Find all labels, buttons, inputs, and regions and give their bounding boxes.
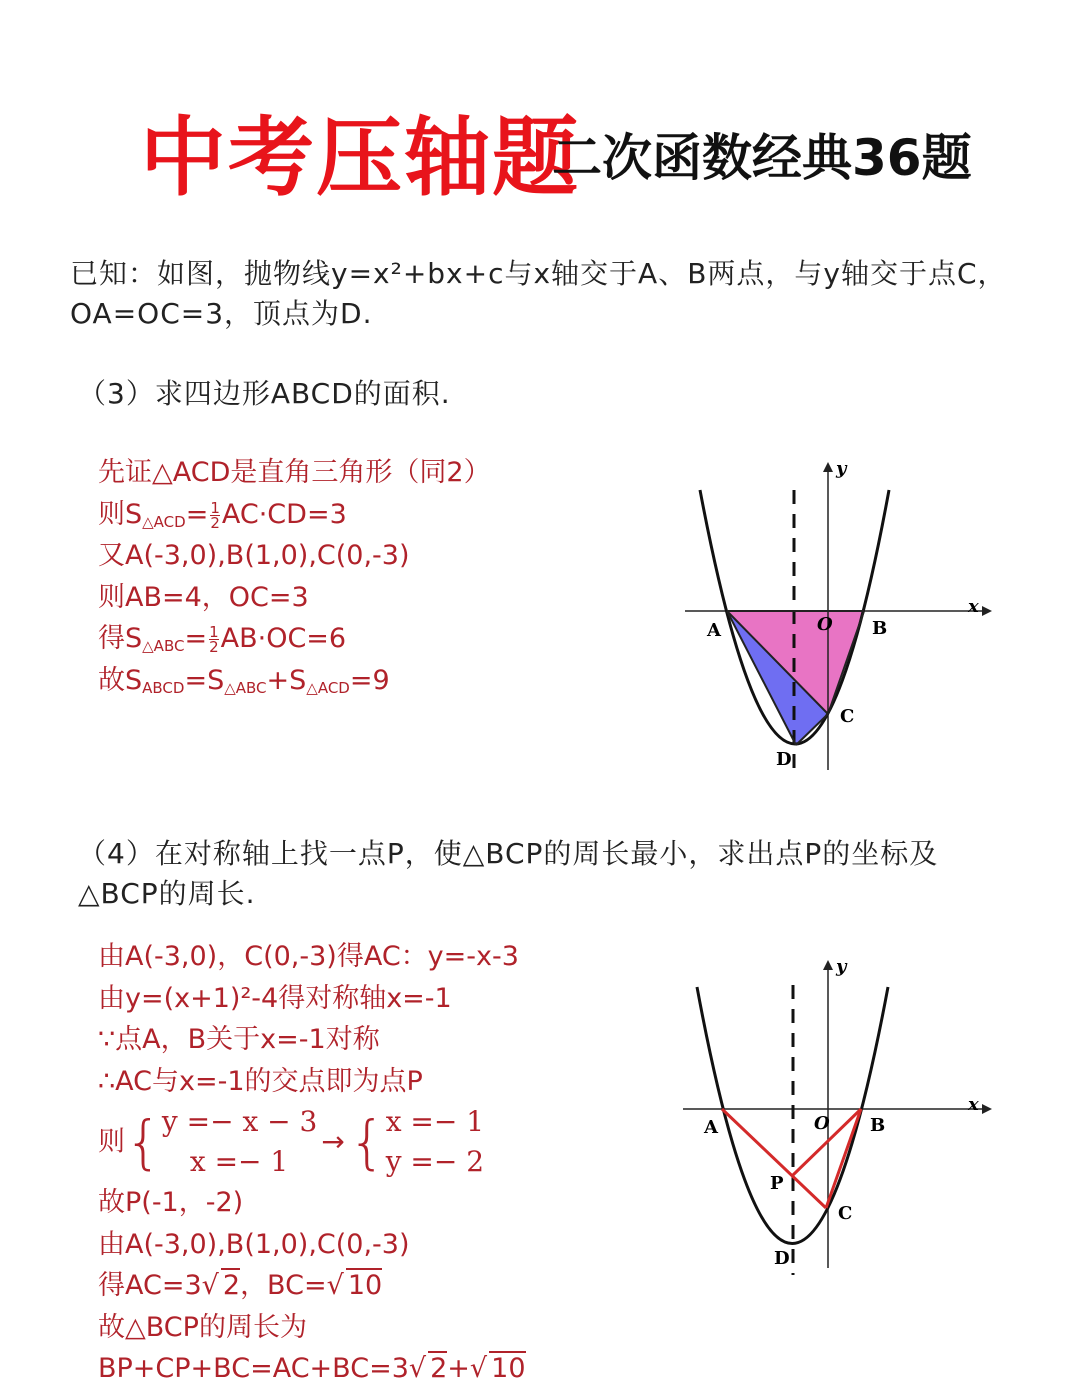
q4-sol-line: 故P(-1，-2) (98, 1187, 244, 1218)
radical-sign: √ (469, 1353, 488, 1384)
radical-sign: √ (326, 1270, 344, 1301)
text: BP+CP+BC=AC+BC=3 (98, 1353, 409, 1384)
q4-sol-line (98, 1265, 526, 1307)
q4-sol-line: 由A(-3,0)，C(0,-3)得AC：y=-x-3 (98, 941, 519, 972)
text: AC·CD=3 (221, 498, 347, 530)
q3-sol-line: 则AB=4，OC=3 (98, 581, 309, 613)
text: + (447, 1353, 470, 1384)
label-p: P (770, 1173, 784, 1194)
label-b: B (870, 1115, 886, 1136)
label-a: A (704, 1117, 718, 1138)
radicand: 10 (347, 1270, 383, 1301)
label-y: y (836, 458, 847, 479)
equation: y =− 2 (385, 1145, 485, 1178)
equation: x =− 1 (385, 1105, 485, 1138)
subscript: ABCD (142, 678, 185, 697)
q4-sol-line: ∵点A，B关于x=-1对称 (98, 1024, 380, 1055)
q3-sol-line: 先证△ACD是直角三角形（同2） (98, 457, 491, 488)
problem-line-2: OA=OC=3，顶点为D. (70, 297, 373, 330)
label-x: x (968, 596, 979, 617)
text: 则 (98, 1126, 125, 1158)
text: =S (184, 664, 225, 696)
brace: { (348, 1108, 386, 1176)
y-axis-arrow (823, 462, 833, 472)
equation-system-2 (386, 1102, 484, 1182)
text: 则S (98, 498, 143, 530)
subscript: △ACD (142, 512, 186, 531)
denominator: 2 (210, 513, 220, 532)
page-title: 中考压轴题 (140, 108, 580, 208)
label-c: C (840, 706, 855, 727)
radical-sign: √ (408, 1353, 427, 1384)
fraction (210, 498, 220, 532)
q3-solution (98, 452, 491, 701)
text: 得AC=3 (98, 1270, 202, 1301)
q4-sol-line (98, 1102, 526, 1182)
page-subtitle: 二次函数经典36题 (552, 129, 972, 187)
text: ，BC= (240, 1270, 327, 1301)
equation: x =− 1 (189, 1145, 289, 1178)
q4-parabola-graph (670, 950, 1000, 1280)
question-3: （3）求四边形ABCD的面积. (78, 377, 451, 410)
numerator: 1 (210, 498, 220, 517)
arrow: → (321, 1125, 345, 1159)
q4-sol-line: 由y=(x+1)²-4得对称轴x=-1 (98, 982, 452, 1014)
subscript: △ABC (142, 637, 185, 655)
radicand: 10 (491, 1353, 526, 1384)
q3-sol-line: 又A(-3,0),B(1,0),C(0,-3) (98, 540, 410, 571)
q4-solution (98, 936, 526, 1390)
q3-sol-line (98, 660, 491, 702)
label-x: x (968, 1094, 979, 1115)
brace: { (125, 1108, 162, 1176)
radical-sign: √ (201, 1270, 219, 1301)
q4-sol-line: 由A(-3,0),B(1,0),C(0,-3) (98, 1228, 410, 1260)
q4-sol-line: ∴AC与x=-1的交点即为点P (98, 1065, 423, 1097)
y-axis-arrow (823, 960, 833, 970)
text: AB·OC=6 (220, 623, 347, 654)
q3-parabola-graph (670, 455, 1000, 785)
text: = (184, 623, 208, 654)
label-d: D (776, 749, 792, 770)
label-o: O (817, 614, 833, 635)
label-a: A (707, 620, 721, 641)
label-o: O (814, 1113, 830, 1134)
q3-sol-line (98, 618, 491, 660)
radicand: 2 (222, 1270, 241, 1301)
subscript: △ABC (224, 678, 267, 697)
numerator: 1 (209, 623, 219, 641)
label-c: C (838, 1203, 853, 1224)
text: =9 (349, 664, 390, 696)
q4-sol-line: 故△BCP的周长为 (98, 1311, 307, 1343)
text: 得S (98, 623, 143, 654)
radicand: 2 (430, 1353, 448, 1384)
label-d: D (774, 1248, 790, 1269)
label-b: B (872, 618, 888, 639)
label-y: y (836, 956, 847, 977)
denominator: 2 (209, 638, 219, 656)
question-4-line-2: △BCP的周长. (78, 877, 256, 910)
text: = (185, 498, 209, 530)
question-4-line-1: （4）在对称轴上找一点P，使△BCP的周长最小，求出点P的坐标及 (78, 837, 939, 870)
subscript: △ACD (306, 678, 350, 697)
problem-line-1: 已知：如图，抛物线y=x²+bx+c与x轴交于A、B两点，与y轴交于点C， (70, 257, 1007, 290)
text: 故S (98, 664, 143, 696)
text: +S (266, 664, 307, 696)
equation: y =− x − 3 (161, 1105, 318, 1138)
q3-sol-line (98, 494, 491, 536)
equation-system-1 (162, 1102, 317, 1182)
x-axis-arrow (982, 1104, 992, 1114)
q4-sol-line (98, 1348, 526, 1390)
segment-bc (826, 1109, 861, 1208)
x-axis-arrow (982, 606, 992, 616)
fraction (209, 625, 219, 654)
